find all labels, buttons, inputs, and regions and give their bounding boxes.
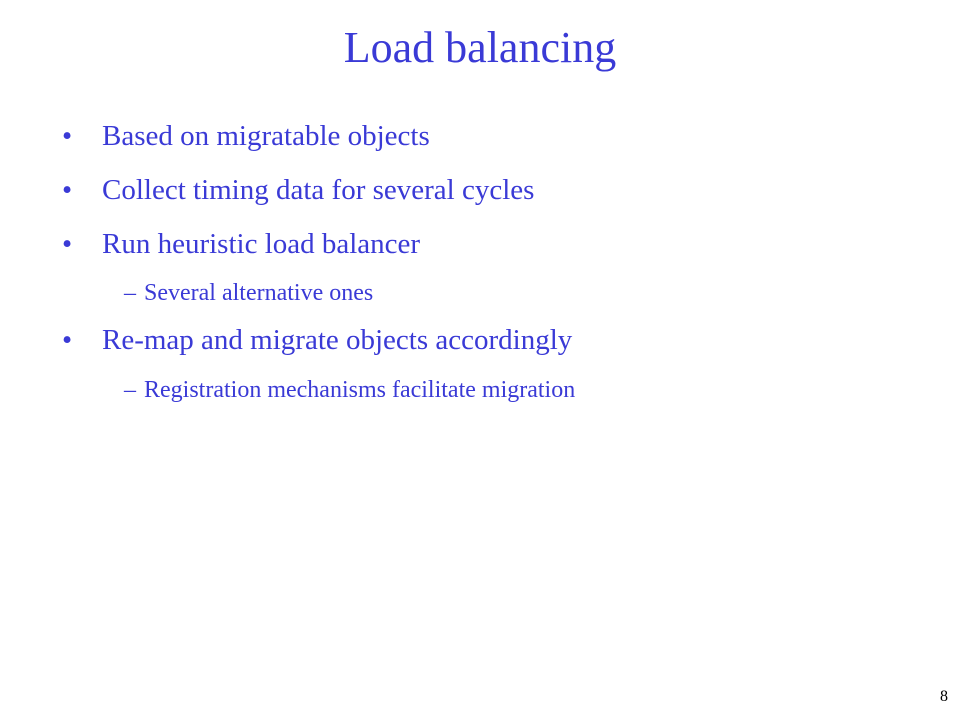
- bullet-item: [62, 322, 572, 358]
- bullet-item: [62, 118, 430, 154]
- bullet-text: Re-map and migrate objects accordingly: [102, 324, 573, 356]
- page-number: 8: [940, 688, 948, 705]
- bullet-marker: •: [62, 174, 73, 206]
- sub-bullet-text: Registration mechanisms facilitate migration: [144, 377, 576, 403]
- bullet-marker: •: [62, 324, 73, 356]
- bullet-marker: •: [62, 120, 73, 152]
- slide-title: Load balancing: [343, 23, 617, 72]
- sub-bullet-text: Several alternative ones: [144, 280, 374, 306]
- bullet-marker: •: [62, 228, 73, 260]
- sub-bullet-item: [124, 278, 373, 308]
- bullet-item: [62, 226, 420, 262]
- bullet-item: [62, 172, 534, 208]
- bullet-text: Collect timing data for several cycles: [102, 174, 535, 206]
- bullet-text: Run heuristic load balancer: [102, 228, 421, 260]
- bullet-text: Based on migratable objects: [102, 120, 430, 152]
- sub-bullet-marker: –: [124, 280, 136, 306]
- sub-bullet-marker: –: [124, 377, 136, 403]
- sub-bullet-item: [124, 375, 575, 405]
